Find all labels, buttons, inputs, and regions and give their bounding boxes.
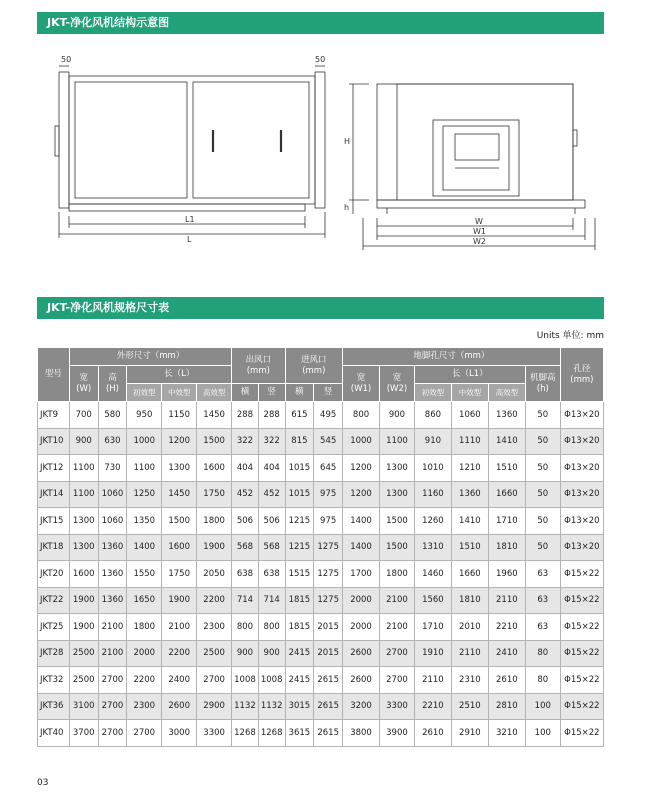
- table-cell: 2110: [451, 640, 488, 667]
- table-cell: 2600: [343, 640, 380, 667]
- table-cell: 714: [258, 587, 285, 614]
- table-cell: 1400: [343, 534, 380, 561]
- table-cell: 2210: [488, 614, 525, 641]
- table-cell: 1300: [69, 534, 98, 561]
- table-cell: 2700: [98, 720, 127, 747]
- table-cell: Φ15×22: [560, 667, 603, 694]
- table-row: [38, 640, 604, 667]
- table-cell: 2000: [343, 587, 380, 614]
- table-cell: 2610: [414, 720, 451, 747]
- table-cell: Φ13×20: [560, 402, 603, 429]
- table-cell: 1060: [98, 481, 127, 508]
- table-cell: 2910: [451, 720, 488, 747]
- table-cell: 1000: [343, 428, 380, 455]
- table-cell: 1000: [127, 428, 162, 455]
- table-cell: 1015: [285, 481, 314, 508]
- header-grade-high-l1: 高效型: [488, 384, 525, 402]
- table-cell: 1410: [488, 428, 525, 455]
- table-cell: 2300: [127, 693, 162, 720]
- table-cell: 2100: [380, 614, 415, 641]
- table-cell: 322: [258, 428, 285, 455]
- header-grade-medium-l1: 中效型: [451, 384, 488, 402]
- table-cell: 50: [525, 534, 560, 561]
- dim-h-small: h: [344, 203, 350, 212]
- table-cell: 2510: [451, 693, 488, 720]
- table-cell: 1660: [451, 561, 488, 588]
- table-cell: 2700: [98, 667, 127, 694]
- table-cell: 2200: [197, 587, 232, 614]
- table-cell: 1110: [451, 428, 488, 455]
- table-cell: 2700: [380, 667, 415, 694]
- table-cell: 1350: [127, 508, 162, 535]
- table-cell: 1710: [488, 508, 525, 535]
- table-row: [38, 428, 604, 455]
- table-cell: 1960: [488, 561, 525, 588]
- table-cell: 1450: [197, 402, 232, 429]
- table-cell: 900: [380, 402, 415, 429]
- table-cell: 645: [314, 455, 343, 482]
- table-cell: 3100: [69, 693, 98, 720]
- table-cell: 900: [258, 640, 285, 667]
- table-cell: 638: [232, 561, 259, 588]
- table-cell: 100: [525, 693, 560, 720]
- table-cell: 322: [232, 428, 259, 455]
- structure-drawing: [37, 50, 604, 255]
- table-cell: 1600: [162, 534, 197, 561]
- table-cell: 1300: [162, 455, 197, 482]
- table-cell: 1132: [258, 693, 285, 720]
- table-cell: 1500: [162, 508, 197, 535]
- table-cell: 2100: [380, 587, 415, 614]
- table-cell: 815: [285, 428, 314, 455]
- table-cell: 1210: [451, 455, 488, 482]
- table-cell: 2810: [488, 693, 525, 720]
- front-view-fan-outlet: [433, 120, 519, 196]
- table-cell: 506: [232, 508, 259, 535]
- table-cell: 580: [98, 402, 127, 429]
- spec-table-body: [38, 402, 604, 747]
- table-cell: 1410: [451, 508, 488, 535]
- table-cell: 630: [98, 428, 127, 455]
- table-cell: 1360: [451, 481, 488, 508]
- header-length1: 长（L1）: [414, 366, 525, 384]
- table-cell: Φ13×20: [560, 534, 603, 561]
- header-w2: 宽 (W2): [380, 366, 415, 402]
- table-cell: 1500: [197, 428, 232, 455]
- table-cell: 1810: [488, 534, 525, 561]
- table-cell: 1300: [69, 508, 98, 535]
- table-cell: 2200: [162, 640, 197, 667]
- table-cell: 2210: [414, 693, 451, 720]
- table-cell: 1268: [232, 720, 259, 747]
- table-cell: 3200: [343, 693, 380, 720]
- table-cell: 1800: [380, 561, 415, 588]
- table-row: [38, 614, 604, 641]
- table-cell: 1400: [343, 508, 380, 535]
- header-inlet-vertical: 竖: [314, 384, 343, 402]
- table-cell: 1510: [488, 455, 525, 482]
- table-cell: Φ15×22: [560, 587, 603, 614]
- table-cell: 975: [314, 481, 343, 508]
- table-cell: 1815: [285, 587, 314, 614]
- header-foot-height: 机脚高 (h): [525, 366, 560, 402]
- table-cell: 700: [69, 402, 98, 429]
- table-cell: 288: [258, 402, 285, 429]
- model-cell: JKT36: [38, 693, 70, 720]
- table-cell: 2610: [488, 667, 525, 694]
- table-cell: 800: [343, 402, 380, 429]
- table-cell: 1360: [98, 587, 127, 614]
- table-cell: 2300: [197, 614, 232, 641]
- header-outlet-vertical: 竖: [258, 384, 285, 402]
- table-cell: 3000: [162, 720, 197, 747]
- table-cell: 3210: [488, 720, 525, 747]
- table-cell: 1010: [414, 455, 451, 482]
- side-view-door-left: [75, 82, 187, 198]
- table-cell: 100: [525, 720, 560, 747]
- table-cell: 1600: [197, 455, 232, 482]
- table-cell: 80: [525, 640, 560, 667]
- table-cell: 1550: [127, 561, 162, 588]
- table-cell: 1360: [98, 534, 127, 561]
- table-cell: 1008: [232, 667, 259, 694]
- header-grade-high: 高效型: [197, 384, 232, 402]
- table-cell: 50: [525, 402, 560, 429]
- header-inlet: 进风口 (mm): [285, 348, 343, 384]
- table-cell: 3015: [285, 693, 314, 720]
- table-cell: 1215: [285, 508, 314, 535]
- table-row: [38, 508, 604, 535]
- page-number: 03: [37, 778, 49, 788]
- table-cell: 1750: [197, 481, 232, 508]
- model-cell: JKT14: [38, 481, 70, 508]
- header-w1: 宽 (W1): [343, 366, 380, 402]
- table-cell: 1275: [314, 561, 343, 588]
- table-cell: 2000: [343, 614, 380, 641]
- table-cell: 2100: [98, 640, 127, 667]
- table-row: [38, 693, 604, 720]
- table-cell: 2600: [343, 667, 380, 694]
- table-cell: 1100: [69, 481, 98, 508]
- header-width: 宽 (W): [69, 366, 98, 402]
- table-cell: 950: [127, 402, 162, 429]
- table-cell: 900: [69, 428, 98, 455]
- table-cell: 2400: [162, 667, 197, 694]
- table-cell: 1275: [314, 587, 343, 614]
- table-cell: 1200: [343, 455, 380, 482]
- table-cell: 568: [258, 534, 285, 561]
- table-cell: 3300: [380, 693, 415, 720]
- table-row: [38, 455, 604, 482]
- table-cell: 1500: [380, 508, 415, 535]
- table-cell: 1150: [162, 402, 197, 429]
- table-cell: 615: [285, 402, 314, 429]
- table-cell: 1300: [380, 481, 415, 508]
- table-cell: 2015: [314, 640, 343, 667]
- table-row: [38, 481, 604, 508]
- table-cell: 2500: [69, 667, 98, 694]
- table-cell: 975: [314, 508, 343, 535]
- table-cell: 80: [525, 667, 560, 694]
- table-cell: 3300: [197, 720, 232, 747]
- table-row: [38, 587, 604, 614]
- table-row: [38, 402, 604, 429]
- table-cell: 1700: [343, 561, 380, 588]
- header-foot-hole: 地脚孔尺寸（mm）: [343, 348, 561, 366]
- table-cell: 3700: [69, 720, 98, 747]
- table-cell: 2615: [314, 693, 343, 720]
- table-cell: 50: [525, 428, 560, 455]
- table-cell: 1200: [162, 428, 197, 455]
- table-cell: 452: [232, 481, 259, 508]
- table-cell: 2410: [488, 640, 525, 667]
- units-label: Units 单位: mm: [536, 331, 604, 341]
- table-cell: 1900: [69, 614, 98, 641]
- table-cell: 1100: [127, 455, 162, 482]
- section-title-spec-table: JKT-净化风机规格尺寸表: [37, 297, 604, 319]
- table-cell: 2100: [98, 614, 127, 641]
- dim-w2: W2: [473, 237, 486, 246]
- model-cell: JKT22: [38, 587, 70, 614]
- table-cell: 910: [414, 428, 451, 455]
- table-cell: 1250: [127, 481, 162, 508]
- table-cell: 50: [525, 508, 560, 535]
- table-cell: 2615: [314, 720, 343, 747]
- model-cell: JKT40: [38, 720, 70, 747]
- table-cell: 1815: [285, 614, 314, 641]
- table-cell: 2600: [162, 693, 197, 720]
- table-cell: 1310: [414, 534, 451, 561]
- dim-l1: L1: [185, 215, 195, 224]
- table-cell: 2200: [127, 667, 162, 694]
- table-cell: 1008: [258, 667, 285, 694]
- table-cell: 506: [258, 508, 285, 535]
- table-cell: 1800: [197, 508, 232, 535]
- dim-h: H: [344, 137, 351, 146]
- table-cell: 1360: [488, 402, 525, 429]
- table-cell: 2700: [197, 667, 232, 694]
- header-outer-size: 外形尺寸（mm）: [69, 348, 231, 366]
- table-cell: Φ13×20: [560, 508, 603, 535]
- table-cell: 404: [258, 455, 285, 482]
- header-inlet-horizontal: 横: [285, 384, 314, 402]
- table-cell: 1800: [127, 614, 162, 641]
- table-cell: 1015: [285, 455, 314, 482]
- table-cell: 1515: [285, 561, 314, 588]
- table-cell: 1900: [197, 534, 232, 561]
- table-cell: Φ13×20: [560, 481, 603, 508]
- table-cell: 1750: [162, 561, 197, 588]
- header-model: 型号: [38, 348, 70, 402]
- table-cell: 860: [414, 402, 451, 429]
- table-cell: 1600: [69, 561, 98, 588]
- table-cell: 1900: [69, 587, 98, 614]
- table-cell: 800: [258, 614, 285, 641]
- model-cell: JKT28: [38, 640, 70, 667]
- header-grade-medium: 中效型: [162, 384, 197, 402]
- table-cell: 2310: [451, 667, 488, 694]
- table-cell: 2000: [127, 640, 162, 667]
- header-height: 高 (H): [98, 366, 127, 402]
- table-cell: Φ15×22: [560, 614, 603, 641]
- table-cell: 1268: [258, 720, 285, 747]
- table-cell: 288: [232, 402, 259, 429]
- header-outlet: 出风口 (mm): [232, 348, 285, 384]
- model-cell: JKT18: [38, 534, 70, 561]
- table-cell: Φ15×22: [560, 720, 603, 747]
- table-cell: 1200: [343, 481, 380, 508]
- table-cell: 1560: [414, 587, 451, 614]
- table-cell: 50: [525, 481, 560, 508]
- model-cell: JKT20: [38, 561, 70, 588]
- table-cell: 1132: [232, 693, 259, 720]
- table-cell: 2700: [98, 693, 127, 720]
- header-outlet-horizontal: 横: [232, 384, 259, 402]
- table-cell: 1275: [314, 534, 343, 561]
- table-cell: 2100: [162, 614, 197, 641]
- table-cell: 1260: [414, 508, 451, 535]
- table-cell: 404: [232, 455, 259, 482]
- dim-w: W: [475, 217, 483, 226]
- table-cell: 714: [232, 587, 259, 614]
- table-cell: 1060: [98, 508, 127, 535]
- table-cell: 1500: [380, 534, 415, 561]
- model-cell: JKT15: [38, 508, 70, 535]
- table-cell: 1215: [285, 534, 314, 561]
- table-cell: 1060: [451, 402, 488, 429]
- side-view-body: [69, 76, 315, 204]
- table-cell: 1360: [98, 561, 127, 588]
- table-cell: 2110: [488, 587, 525, 614]
- table-cell: 3900: [380, 720, 415, 747]
- table-cell: 900: [232, 640, 259, 667]
- table-cell: 1510: [451, 534, 488, 561]
- table-cell: 1660: [488, 481, 525, 508]
- header-length: 长（L）: [127, 366, 232, 384]
- table-row: [38, 561, 604, 588]
- header-hole-diameter: 孔径 (mm): [560, 348, 603, 402]
- header-grade-primary: 初效型: [127, 384, 162, 402]
- table-cell: 1450: [162, 481, 197, 508]
- dim-l: L: [187, 235, 192, 244]
- table-cell: 63: [525, 587, 560, 614]
- table-cell: 63: [525, 614, 560, 641]
- model-cell: JKT9: [38, 402, 70, 429]
- table-cell: Φ15×22: [560, 693, 603, 720]
- table-cell: 2010: [451, 614, 488, 641]
- table-cell: 2700: [127, 720, 162, 747]
- table-cell: 63: [525, 561, 560, 588]
- table-cell: 2500: [197, 640, 232, 667]
- table-cell: Φ13×20: [560, 455, 603, 482]
- header-grade-primary-l1: 初效型: [414, 384, 451, 402]
- table-cell: Φ13×20: [560, 428, 603, 455]
- table-cell: 545: [314, 428, 343, 455]
- model-cell: JKT12: [38, 455, 70, 482]
- model-cell: JKT10: [38, 428, 70, 455]
- table-cell: Φ15×22: [560, 640, 603, 667]
- table-cell: 1100: [69, 455, 98, 482]
- table-cell: 2415: [285, 667, 314, 694]
- table-cell: 50: [525, 455, 560, 482]
- front-view-body: [377, 84, 573, 200]
- spec-table: [37, 347, 604, 747]
- table-cell: 2615: [314, 667, 343, 694]
- table-cell: 1300: [380, 455, 415, 482]
- side-view-door-right: [193, 82, 309, 198]
- model-cell: JKT25: [38, 614, 70, 641]
- table-cell: 1710: [414, 614, 451, 641]
- section-title-structure: JKT-净化风机结构示意图: [37, 12, 604, 34]
- table-cell: 2500: [69, 640, 98, 667]
- table-cell: 1400: [127, 534, 162, 561]
- table-row: [38, 720, 604, 747]
- table-cell: Φ15×22: [560, 561, 603, 588]
- table-cell: 638: [258, 561, 285, 588]
- table-cell: 568: [232, 534, 259, 561]
- table-cell: 2015: [314, 614, 343, 641]
- table-cell: 2050: [197, 561, 232, 588]
- table-cell: 1650: [127, 587, 162, 614]
- table-cell: 730: [98, 455, 127, 482]
- table-row: [38, 667, 604, 694]
- model-cell: JKT32: [38, 667, 70, 694]
- table-row: [38, 534, 604, 561]
- table-cell: 495: [314, 402, 343, 429]
- dim-50-right: 50: [315, 55, 326, 64]
- table-cell: 1160: [414, 481, 451, 508]
- table-cell: 1100: [380, 428, 415, 455]
- table-cell: 452: [258, 481, 285, 508]
- table-cell: 1900: [162, 587, 197, 614]
- table-cell: 2110: [414, 667, 451, 694]
- table-cell: 3800: [343, 720, 380, 747]
- dim-w1: W1: [473, 227, 486, 236]
- table-cell: 2415: [285, 640, 314, 667]
- table-cell: 1910: [414, 640, 451, 667]
- table-cell: 3615: [285, 720, 314, 747]
- table-cell: 2900: [197, 693, 232, 720]
- table-cell: 800: [232, 614, 259, 641]
- dim-50-left: 50: [61, 55, 72, 64]
- table-cell: 1810: [451, 587, 488, 614]
- table-cell: 1460: [414, 561, 451, 588]
- table-cell: 2700: [380, 640, 415, 667]
